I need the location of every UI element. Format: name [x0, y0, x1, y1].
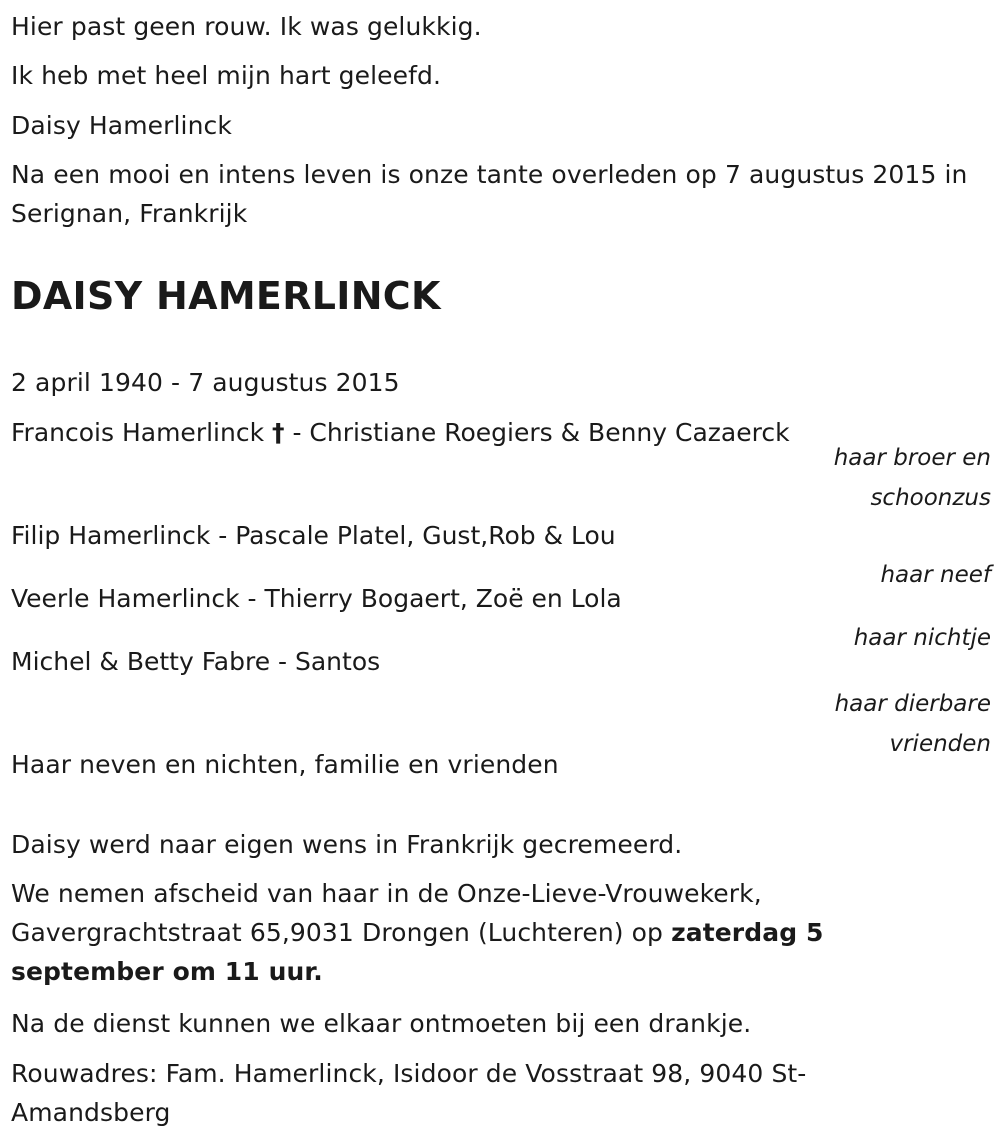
intro-quote-line-2: Ik heb met heel mijn hart geleefd. [11, 61, 442, 90]
relative-name: Michel & Betty Fabre - Santos [11, 647, 381, 676]
farewell-service-notice [11, 874, 911, 991]
extended-family-line: Haar neven en nichten, familie en vrienden [11, 750, 559, 779]
relative-name-part: - Christiane Roegiers & Benny Cazaerck [292, 418, 790, 447]
relative-name: Filip Hamerlinck - Pascale Platel, Gust,Rob & Lou [11, 521, 616, 550]
death-announcement: Na een mooi en intens leven is onze tante overleden op 7 augustus 2015 in Serignan, Frankrijk [11, 160, 968, 228]
mourning-address: Rouwadres: Fam. Hamerlinck, Isidoor de Vosstraat 98, 9040 St-Amandsberg [11, 1059, 807, 1127]
reception-notice: Na de dienst kunnen we elkaar ontmoeten bij een drankje. [11, 1009, 752, 1038]
quote-signature: Daisy Hamerlinck [11, 111, 232, 140]
relative-name: Veerle Hamerlinck - Thierry Bogaert, Zoë en Lola [11, 584, 622, 613]
relative-role: haar nichtje [853, 625, 991, 651]
relative-role: haar neef [880, 562, 991, 588]
life-dates: 2 april 1940 - 7 augustus 2015 [11, 368, 400, 397]
farewell-text: We nemen afscheid van haar in de Onze-Lieve-Vrouwekerk, Gavergrachtstraat 65,9031 Drongen (Luchteren) op [11, 879, 762, 947]
relative-entry [11, 413, 991, 518]
relative-role: haar broer en schoonzus [833, 445, 991, 511]
cremation-notice: Daisy werd naar eigen wens in Frankrijk gecremeerd. [11, 830, 683, 859]
deceased-name: DAISY HAMERLINCK [11, 274, 441, 318]
cross-icon: † [272, 418, 285, 447]
farewell-datetime: zaterdag 5 september om 11 uur. [11, 918, 824, 986]
relative-role: haar dierbare vrienden [834, 691, 991, 757]
intro-quote-line-1: Hier past geen rouw. Ik was gelukkig. [11, 12, 482, 41]
relative-name-part: Francois Hamerlinck [11, 418, 265, 447]
